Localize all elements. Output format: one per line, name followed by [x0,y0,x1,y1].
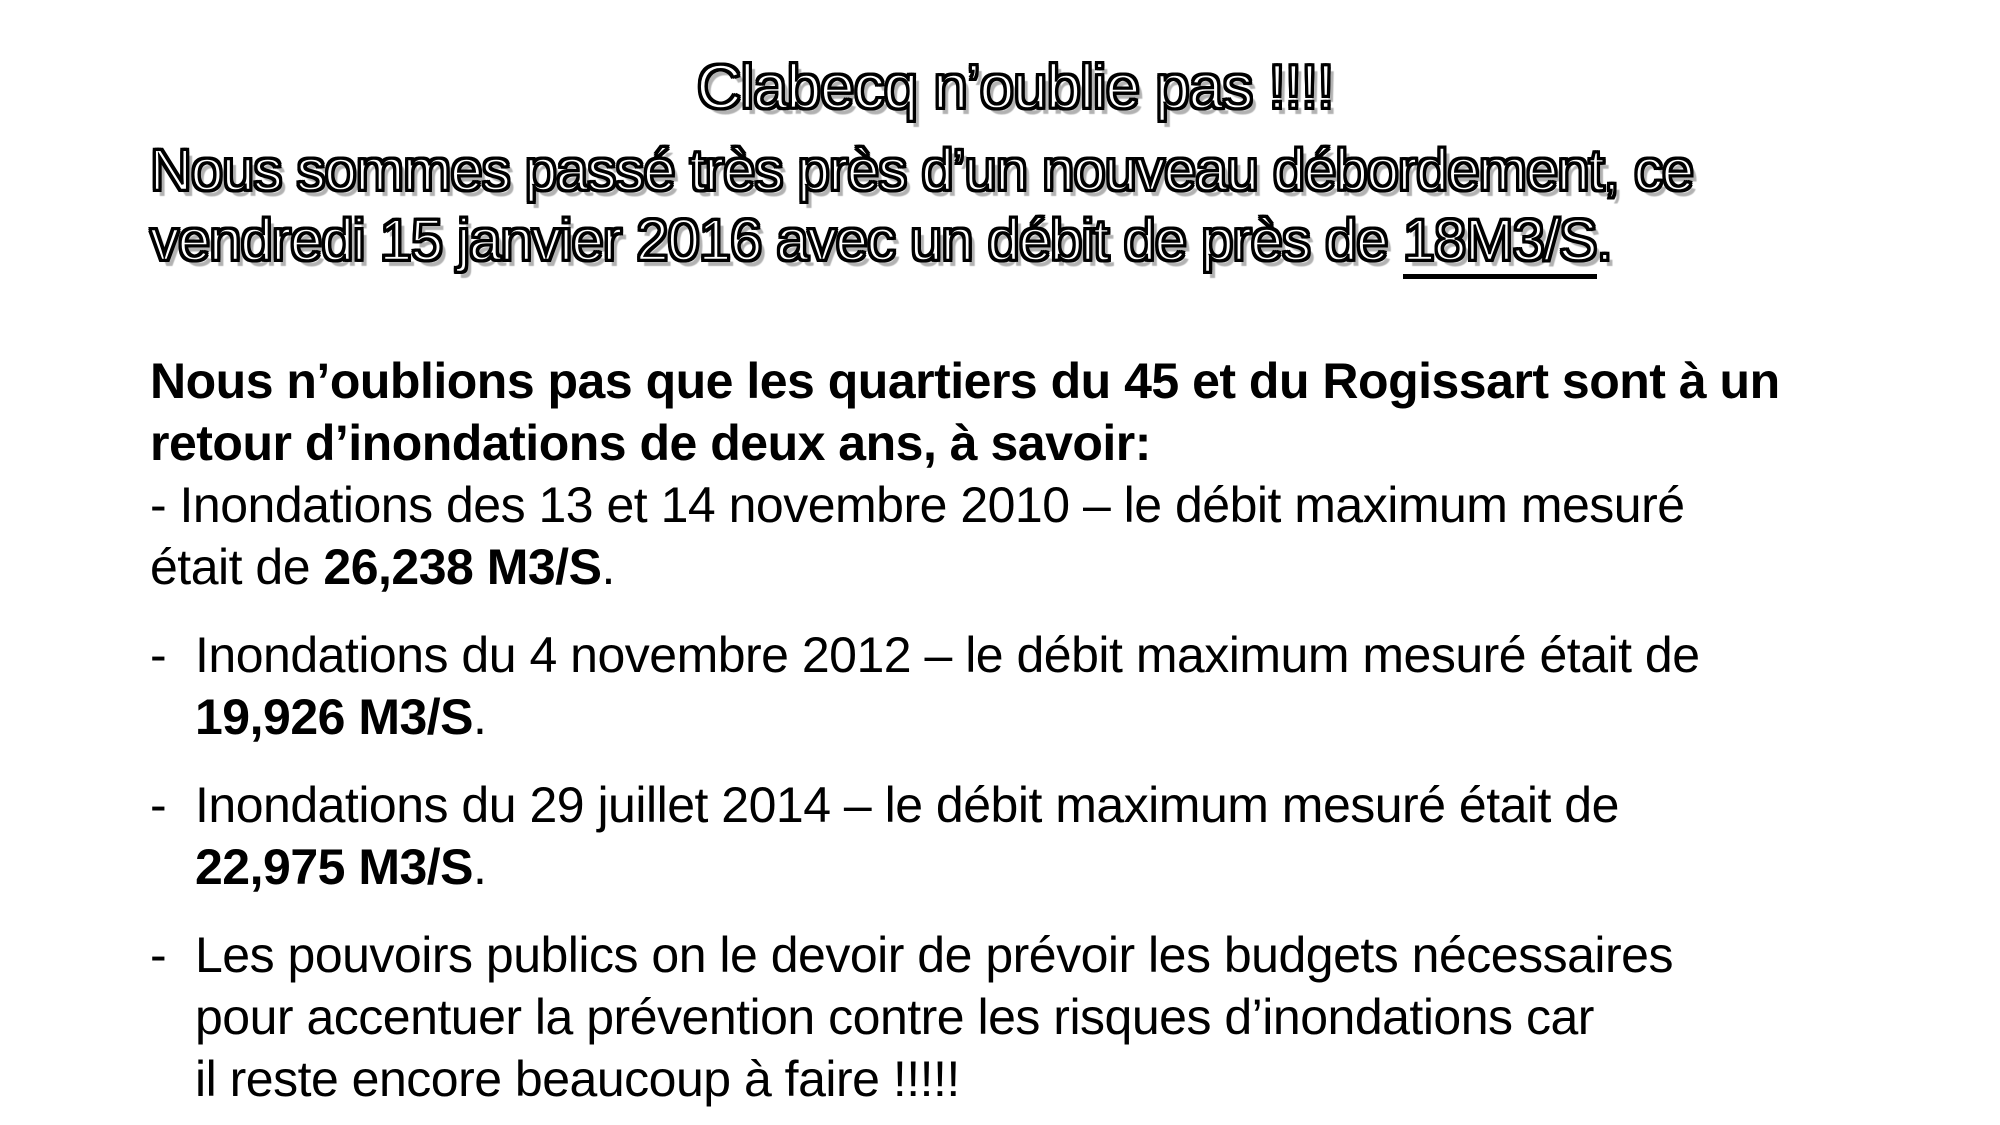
intro-line-2: retour d’inondations de deux ans, à savoir: [150,415,1151,471]
intro-paragraph [150,350,1880,474]
flood-item-2012-content [195,624,1880,748]
flow-rate-value-2010: 26,238 M3/S [323,539,602,595]
public-powers-line-3: il reste encore beaucoup à faire !!!!! [195,1051,960,1107]
flood-item-2010-line-2 [150,536,1880,598]
flood-item-2014 [150,774,1880,898]
flood-item-2010-line-2-prefix: était de [150,539,324,595]
flood-item-2012-period: . [473,689,487,745]
public-powers-item [150,924,1880,1110]
flood-item-2014-line-1: Inondations du 29 juillet 2014 – le débit maximum mesuré était de [195,777,1619,833]
flood-item-2014-period: . [473,839,487,895]
flood-item-2014-content [195,774,1880,898]
public-powers-content [195,924,1880,1110]
public-powers-line-2: pour accentuer la prévention contre les risques d’inondations car [195,989,1594,1045]
subtitle-line-1: Nous sommes passé très près d’un nouveau débordement, ce [150,138,1694,203]
body-block [150,350,1880,1110]
flood-item-2010-period: . [601,539,615,595]
flood-item-2010 [150,474,1880,598]
subtitle-line-2-period: . [1596,208,1612,273]
intro-line-1: Nous n’oublions pas que les quartiers du 45 et du Rogissart sont à un [150,353,1780,409]
flow-rate-2016-underlined: 18M3/S [1403,208,1597,279]
text-column [150,48,1880,1110]
bullet-dash: - [150,777,167,833]
bullet-dash: - [150,927,167,983]
flow-rate-value-2014: 22,975 M3/S [195,839,474,895]
flood-item-2010-line-1: - Inondations des 13 et 14 novembre 2010 – le débit maximum mesuré [150,477,1685,533]
public-powers-line-1: Les pouvoirs publics on le devoir de prévoir les budgets nécessaires [195,927,1673,983]
bullet-dash: - [150,627,167,683]
flood-item-2014-line-2 [195,836,1880,898]
flood-item-2012 [150,624,1880,748]
slide-title: Clabecq n’oublie pas !!!! [696,53,1334,122]
flow-rate-value-2012: 19,926 M3/S [195,689,474,745]
flood-item-2012-line-1: Inondations du 4 novembre 2012 – le débit maximum mesuré était de [195,627,1700,683]
subtitle-line-2 [150,206,1880,276]
flood-item-2012-line-2 [195,686,1880,748]
subtitle-line-2-text: vendredi 15 janvier 2016 avec un débit de près de [150,208,1403,273]
